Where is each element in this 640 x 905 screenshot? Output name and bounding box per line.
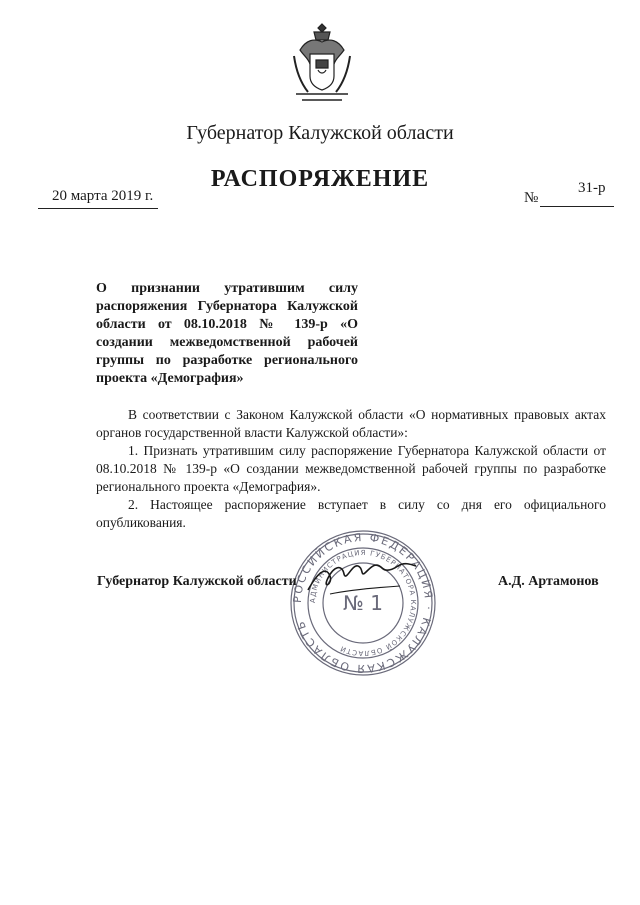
preamble-paragraph: В соответствии с Законом Калужской области «О нормативных правовых актах органов государственной власти Калужской области»: bbox=[96, 407, 606, 440]
number-label: № bbox=[524, 190, 539, 206]
svg-text:РОССИЙСКАЯ ФЕДЕРАЦИЯ · КАЛУЖСК: РОССИЙСКАЯ ФЕДЕРАЦИЯ · КАЛУЖСКАЯ ОБЛАСТЬ bbox=[290, 530, 436, 676]
handwritten-signature bbox=[300, 560, 450, 600]
document-date: 20 марта 2019 г. bbox=[52, 188, 154, 204]
document-subject: О признании утратившим силу распоряжения Губернатора Калужской области от 08.10.2018 № 139-р «О создании межведомственной рабочей группы по разработке регионального проекта «Демография» bbox=[96, 281, 358, 386]
item-2-paragraph: 2. Настоящее распоряжение вступает в силу со дня его официального опубликования. bbox=[96, 497, 606, 530]
date-underline bbox=[38, 208, 158, 209]
document-body bbox=[96, 406, 606, 532]
number-underline bbox=[540, 206, 614, 207]
issuing-authority: Губернатор Калужской области bbox=[186, 122, 454, 144]
document-type-title: РАСПОРЯЖЕНИЕ bbox=[210, 166, 430, 192]
document-number: 31-р bbox=[578, 180, 606, 196]
signatory-name: А.Д. Артамонов bbox=[498, 574, 599, 589]
official-seal bbox=[288, 528, 438, 678]
svg-text:№ 1: № 1 bbox=[343, 591, 383, 615]
coat-of-arms-icon bbox=[288, 20, 356, 104]
item-1-paragraph: 1. Признать утратившим силу распоряжение Губернатора Калужской области от 08.10.2018 № 139-р «О создании межведомственной рабочей группы по разработке регионального проекта «Демография». bbox=[96, 443, 606, 494]
signatory-role: Губернатор Калужской области bbox=[97, 574, 297, 589]
svg-text:АДМИНИСТРАЦИЯ ГУБЕРНАТОРА КАЛУ: АДМИНИСТРАЦИЯ ГУБЕРНАТОРА КАЛУЖСКОЙ ОБЛАСТИ bbox=[308, 548, 418, 658]
